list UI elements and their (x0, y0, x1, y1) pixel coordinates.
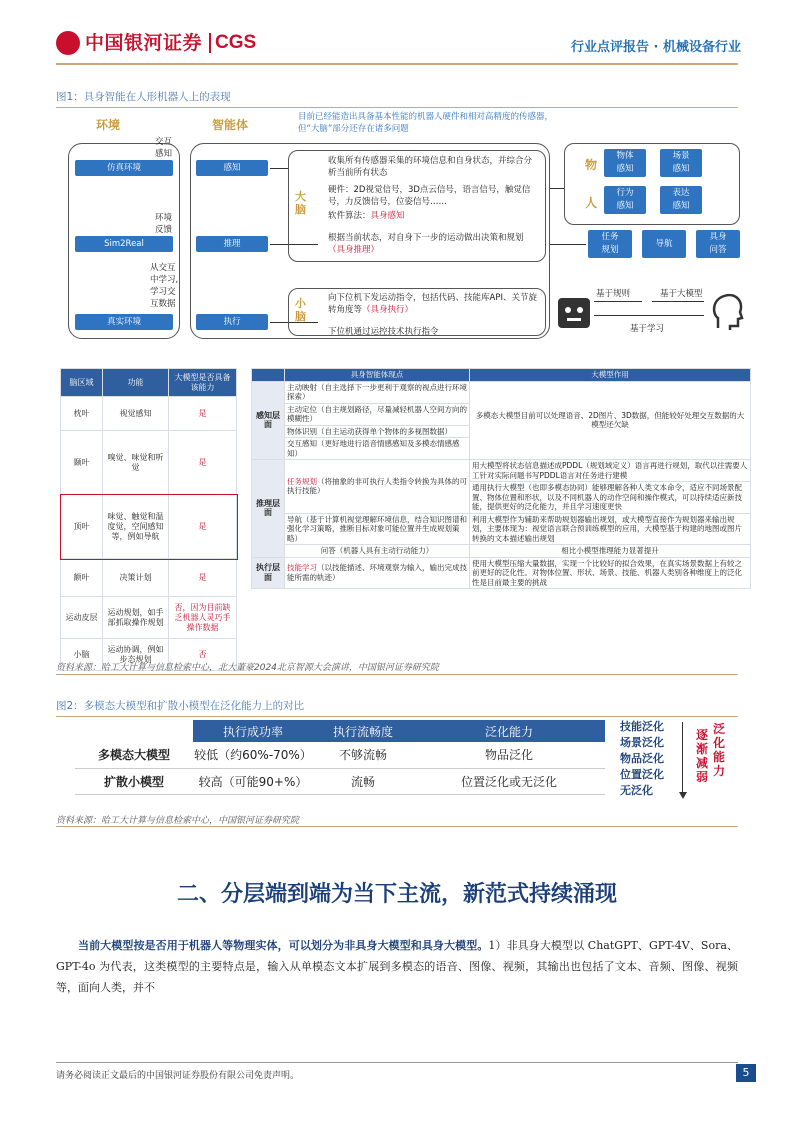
gen-arrow-line (682, 722, 683, 794)
brain-cell: 枕叶 (61, 397, 103, 431)
brain-cell: 运动皮层 (61, 597, 103, 639)
ability-table (251, 368, 751, 589)
table-row (252, 545, 751, 558)
brain-cell: 运动规划，如手部抓取操作规划 (103, 597, 169, 639)
point-red-prefix: 任务规划 (287, 476, 317, 486)
ren-label: 人 (585, 196, 598, 210)
reasoning-text: 根据当前状态，对自身下一步的运动做出决策和规划 (328, 233, 524, 243)
gen-th-empty (75, 720, 193, 742)
agent-title: 智能体 (212, 118, 249, 132)
big-brain-label: 大 脑 (295, 190, 306, 216)
brain-cell: 小脑 (61, 639, 103, 671)
gen-cell: 较高（可能90+%） (193, 768, 313, 794)
brain-table (60, 368, 237, 671)
table-row (61, 597, 237, 639)
wu-box-object: 物体 感知 (604, 149, 646, 177)
wu-box-scene: 场景 感知 (660, 149, 702, 177)
brain-th-llm: 大模型是否具备该能力 (169, 369, 237, 397)
ability-point: 主动定位（自主规划路径，尽量减轻机器人空间方向的模糊性） (285, 403, 470, 425)
ability-th-points: 具身智能体现点 (285, 369, 470, 382)
agent-box-perception: 感知 (196, 160, 268, 176)
software-label: 软件算法： (328, 211, 371, 221)
table-row (75, 742, 605, 768)
task-box-nav: 导航 (642, 230, 686, 258)
header-rule (56, 63, 738, 65)
env-box-sim2real: Sim2Real (75, 236, 173, 252)
env-title: 环境 (96, 118, 121, 132)
gen-cell: 多模态大模型 (75, 742, 193, 768)
table-row (75, 768, 605, 794)
brain-cell: 视觉感知 (103, 397, 169, 431)
gen-cell: 较低（约60%-70%） (193, 742, 313, 768)
reasoning-tag: （具身推理） (328, 245, 380, 255)
gen-th-generalization: 泛化能力 (413, 720, 605, 742)
fig1-caption: 图1：具身智能在人形机器人上的表现 (56, 89, 738, 108)
brain-cell: 嗅觉、味觉和听觉 (103, 431, 169, 495)
brain-cell: 味觉、触觉和温度觉，空间感知等，例如导航 (103, 495, 169, 559)
arrow-to-task (550, 244, 586, 245)
footer-disclaimer: 请务必阅读正文最后的中国银河证券股份有限公司免责声明。 (56, 1071, 300, 1081)
ability-point (285, 460, 470, 514)
robot-icon (558, 298, 590, 328)
section-lead: 当前大模型按是否用于机器人等物理实体，可以划分为非具身大模型和具身大模型。 (78, 939, 489, 952)
arrow-to-wu (550, 188, 564, 189)
gen-cell: 位置泛化或无泛化 (413, 768, 605, 794)
agent-box-execution: 执行 (196, 314, 268, 330)
ren-box-expression: 表达 感知 (660, 186, 702, 214)
brain-cell: 决策计划 (103, 559, 169, 597)
task-box-qa: 具身 问答 (696, 230, 740, 258)
brain-cell: 是 (169, 431, 237, 495)
brain-cell: 运动协调，例如步态规划 (103, 639, 169, 671)
arrow-learn (594, 315, 704, 316)
table-row (252, 513, 751, 545)
ability-th-layer (252, 369, 285, 382)
ability-role: 相比小模型推理能力显著提升 (470, 545, 751, 558)
wu-label: 物 (585, 158, 598, 172)
reasoning-desc (328, 232, 540, 256)
task-box-planning: 任务 规划 (588, 230, 632, 258)
env-box-sim: 仿真环境 (75, 160, 173, 176)
exec-tag: （具身执行） (362, 305, 414, 315)
ability-role: 用大模型将状态信息描述成PDDL（规划域定义）语言再进行规划，取代以往需要人工针对实际问题书写PDDL语言对任务进行建模 (470, 460, 751, 482)
fig1-source: 资料来源：哈工大计算与信息检索中心，北大董豪2024北京智源大会演讲，中国银河证券研究院 (56, 663, 439, 673)
logo-cgs: CGS (215, 32, 257, 53)
gen-level: 场景泛化 (620, 736, 664, 749)
ability-point: 主动映射（自主选择下一步更利于观察的视点进行环境探索） (285, 381, 470, 403)
exec-desc (328, 292, 540, 316)
brain-cell: 颞叶 (61, 431, 103, 495)
ability-point: 导航（基于计算机视觉理解环境信息，结合知识图谱和强化学习策略，推断目标对象可能位置并生成规划策略） (285, 513, 470, 545)
fig2-bottom-rule (56, 826, 738, 827)
rule-label: 基于规则 (596, 289, 631, 299)
hardware-desc: 硬件：2D视觉信号，3D点云信号，语言信号，触觉信号，力反馈信号，位姿信号…… (328, 185, 531, 207)
brain-cell: 否，因为目前缺乏机器人灵巧手操作数据 (169, 597, 237, 639)
gen-cell: 流畅 (313, 768, 413, 794)
link-feedback: 环境 反馈 (155, 213, 173, 235)
fig2-caption: 图2：多模态大模型和扩散小模型在泛化能力上的对比 (56, 698, 738, 717)
table-row (61, 397, 237, 431)
exec-point-rest: （以技能描述、环境观察为输入，输出完成技能所需的轨迹） (287, 563, 467, 582)
gen-levels (620, 719, 664, 799)
ability-role: 使用大模型压缩大量数据，实现一个比较好的拟合效果，在真实场景数据上有较之前更好的泛化性。对物体位置、形状、场景、技能、机器人类别各种维度上的泛化性是目前最主要的挑战 (470, 557, 751, 589)
table-row (61, 495, 237, 559)
gen-level: 位置泛化 (620, 768, 664, 781)
section-title: 二、分层端到端为当下主流，新范式持续涌现 (176, 881, 617, 907)
agent-box-reasoning: 推理 (196, 236, 268, 252)
logo-emblem (56, 31, 80, 55)
gen-arrow-head (679, 792, 687, 799)
top-note: 目前已经能造出具备基本性能的机器人硬件和相对高精度的传感器，但“大脑”部分还存在诸多问题 (298, 112, 554, 134)
layer-perception: 感知层面 (252, 381, 285, 460)
table-row (61, 559, 237, 597)
brain-cell: 额叶 (61, 559, 103, 597)
gen-cell: 物品泛化 (413, 742, 605, 768)
logo-divider (209, 33, 211, 53)
table-row (252, 460, 751, 482)
generalization-table (75, 720, 605, 795)
llm-label: 基于大模型 (660, 289, 703, 299)
gen-trend: 逐 渐 减 弱 (696, 728, 709, 784)
ability-th-role: 大模型作用 (470, 369, 751, 382)
layer-reasoning: 推理层面 (252, 460, 285, 558)
arrow-rule (594, 301, 642, 302)
gen-level: 无泛化 (620, 784, 653, 797)
fig2-source: 资料来源：哈工大计算与信息检索中心，中国银河证券研究院 (56, 816, 300, 826)
link-interact: 交互 感知 (155, 137, 173, 159)
ren-box-behavior: 行为 感知 (604, 186, 646, 214)
gen-cell: 扩散小模型 (75, 768, 193, 794)
footer-rule (56, 1062, 738, 1063)
gen-level: 技能泛化 (620, 720, 664, 733)
env-box-real: 真实环境 (75, 314, 173, 330)
brain-cell: 是 (169, 495, 237, 559)
table-row (252, 557, 751, 589)
gen-cell: 不够流畅 (313, 742, 413, 768)
brain-cell: 否 (169, 639, 237, 671)
arrow-perception (270, 168, 288, 169)
software-value: 具身感知 (370, 211, 405, 221)
brain-cell: 顶叶 (61, 495, 103, 559)
ability-role: 利用大模型作为辅助来帮助规划器输出规划，或大模型直接作为规划器来输出规划，主要体现为：视觉语言联合预训练模型的应用，大模型基于构建的地图或图片转换的文本描述输出规划 (470, 513, 751, 545)
ability-role: 通用执行大模型（也即多模态协同）能够理解各种人类文本命令，适应不同场景配置、物体位置和形状，以及不同机器人的动作空间和操作模式，可以持续适应新技能，提供更好的泛化能力，并且学习速度更快 (470, 482, 751, 514)
exec-red-prefix: 技能学习 (287, 563, 317, 573)
page-number: 5 (736, 1064, 756, 1082)
software-desc (328, 210, 540, 222)
ability-point (285, 557, 470, 589)
brain-th-region: 脑区域 (61, 369, 103, 397)
perception-desc: 收集所有传感器采集的环境信息和自身状态，并综合分析当前所有状态 (328, 156, 533, 178)
learn-label: 基于学习 (630, 324, 665, 334)
gen-trend2: 泛 化 能 力 (713, 722, 726, 778)
arrow-llm (652, 301, 704, 302)
ability-point: 问答（机器人具有主动行动能力） (285, 545, 470, 558)
exec-text: 向下位机下发运动指令，包括代码、技能库API、关节旋转角度等 (328, 293, 537, 315)
fig1-bottom-rule (56, 674, 738, 675)
small-brain-label: 小 脑 (295, 297, 306, 323)
link-learn: 从交互 中学习, 学习交 互数据 (150, 263, 179, 309)
logo-text: 中国银河证券 (85, 32, 203, 54)
table-row (61, 431, 237, 495)
section-body (56, 935, 738, 998)
brain-cell: 是 (169, 559, 237, 597)
ability-point: 物体识别（自主运动获得单个物体的多视图数据） (285, 425, 470, 438)
gen-th-fluency: 执行流畅度 (313, 720, 413, 742)
ability-point: 交互感知（更好地进行语音情感感知及多模态情感感知） (285, 438, 470, 460)
gen-th-success: 执行成功率 (193, 720, 313, 742)
brain-th-function: 功能 (103, 369, 169, 397)
table-row (252, 381, 751, 403)
exec-desc2: 下位机通过运控技术执行指令 (328, 327, 439, 337)
section-text: 1）非具身大模型以 ChatGPT、GPT-4V、Sora、GPT-4o 为代表，这类模型的主要特点是，输入从单模态文本扩展到多模态的语音、图像、视频，其输出也包括了文本、音频、图像、视频等，面向人类，并不 (56, 939, 739, 994)
point-task-rest: （将抽象的非可执行人类指令转换为具体的可执行技能） (287, 476, 467, 496)
gen-level: 物品泛化 (620, 752, 664, 765)
brain-cell: 是 (169, 397, 237, 431)
layer-execution: 执行层面 (252, 557, 285, 589)
report-type: 行业点评报告 · 机械设备行业 (571, 40, 741, 55)
human-head-icon (710, 292, 744, 332)
ability-role: 多模态大模型目前可以处理语音、2D图片、3D数据，但能较好处理交互数据的大模型还欠缺 (470, 381, 751, 460)
